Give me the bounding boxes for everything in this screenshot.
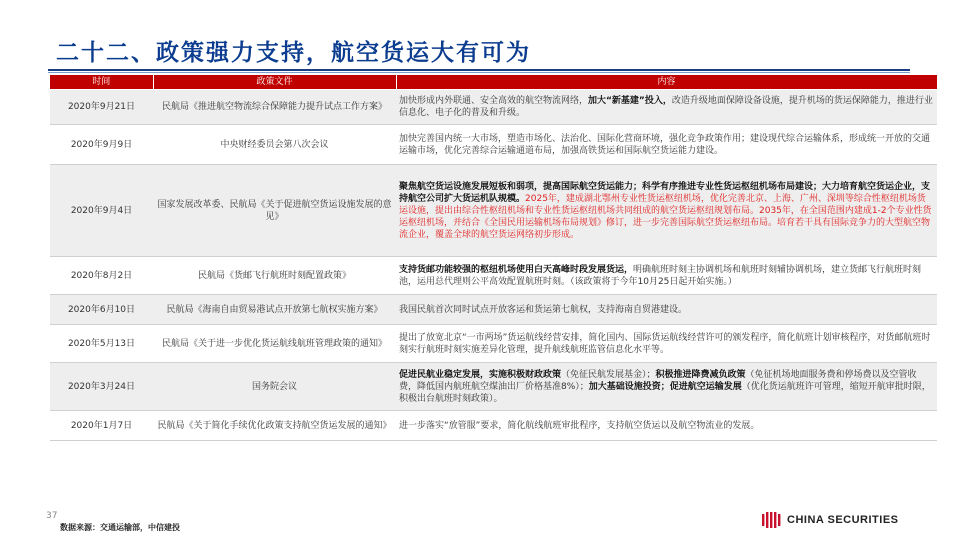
table-row (50, 295, 937, 325)
cell-date: 2020年3月24日 (50, 363, 153, 411)
content-segment: 2025年，建成湖北鄂州专业性货运枢纽机场，优化完善北京、上海、广州、深圳等综合性枢纽机场货运设施，提出由综合性枢纽机场和专业性货运枢纽机场共同组成的航空货运枢纽规划布局。2035年，在全国范围内建成1-2个专业性货运枢纽机场，并结合《全国民用运输机场布局规划》修订，进一步完善国际航空货运枢纽布局。培育若干具有国际竞争力的大型航空物流企业，覆盖全球的航空货运网络初步形成。 (399, 193, 932, 240)
cell-content (396, 295, 937, 325)
cell-content (396, 257, 937, 295)
table-row (50, 257, 937, 295)
header-doc: 政策文件 (153, 75, 396, 90)
title-divider (48, 69, 910, 71)
content-segment: 提出了放宽北京“一市两场”货运航线经营安排，简化国内、国际货运航线经营许可的颁发程序，简化航班计划审核程序，对货邮航班时刻实行航班时刻实施差异化管理，提升航线航班监管信息化水平等。 (399, 332, 931, 355)
page-title: 二十二、政策强力支持，航空货运大有可为 (56, 39, 531, 66)
china-securities-logo (762, 511, 899, 529)
cell-date: 2020年8月2日 (50, 257, 153, 295)
content-segment: 促进民航业稳定发展，实施积极财政政策 (399, 369, 562, 380)
cell-content (396, 325, 937, 363)
cell-policy-document: 民航局《海南自由贸易港试点开放第七航权实施方案》 (153, 295, 396, 325)
china-securities-logo-icon (762, 512, 782, 528)
cell-policy-document: 民航局《关于简化手续优化政策支持航空货运发展的通知》 (153, 411, 396, 441)
table-row (50, 363, 937, 411)
cell-date: 2020年1月7日 (50, 411, 153, 441)
header-content: 内容 (396, 75, 937, 90)
content-segment: 改造升级地面保障设备设施，提升机场的货运保障能力，推进行业信息化、电子化的普及和升级。 (399, 96, 933, 118)
content-segment: 加快形成内外联通、安全高效的航空物流网络， (399, 96, 589, 106)
content-segment: 聚焦航空货运设施发展短板和弱项，提高国际航空货运能力；科学有序推进专业性货运枢纽机场布局建设；大力培育航空货运企业，支持航空公司扩大货运机队规模。 (399, 181, 931, 204)
cell-policy-document: 民航局《推进航空物流综合保障能力提升试点工作方案》 (153, 90, 396, 125)
cell-date: 2020年9月21日 (50, 90, 153, 125)
table-row (50, 125, 937, 165)
page-number: 37 (46, 511, 58, 521)
content-segment: 支持货邮功能较强的枢纽机场使用白天高峰时段发展货运， (399, 264, 634, 275)
content-segment: 加大基础设施投资；促进航空运输发展 (588, 381, 742, 392)
cell-date: 2020年9月9日 (50, 125, 153, 165)
cell-policy-document: 国家发展改革委、民航局《关于促进航空货运设施发展的意见》 (153, 165, 396, 257)
content-segment: 我国民航首次同时试点开放客运和货运第七航权，支持海南自贸港建设。 (399, 304, 688, 315)
policy-table (50, 75, 938, 441)
cell-date: 2020年5月13日 (50, 325, 153, 363)
cell-policy-document: 民航局《货邮飞行航班时刻配置政策》 (153, 257, 396, 295)
content-segment: 加大“新基建”投入， (588, 96, 672, 106)
content-segment: 加快完善国内统一大市场，塑造市场化、法治化、国际化营商环境，强化竞争政策作用；建设现代综合运输体系，形成统一开放的交通运输市场，优化完善综合运输通道布局，加强高铁货运和国际航空货运能力建设。 (399, 133, 931, 156)
cell-policy-document: 中央财经委员会第八次会议 (153, 125, 396, 165)
cell-content (396, 411, 937, 441)
content-segment: 积极推进降费减负政策 (655, 369, 746, 380)
content-segment: 进一步落实“放管服”要求，简化航线航班审批程序，支持航空货运以及航空物流业的发展。 (399, 420, 760, 431)
content-segment: （免征民航发展基金）； (561, 369, 656, 380)
logo-text: CHINA SECURITIES (787, 514, 899, 526)
cell-content (396, 165, 937, 257)
content-segment: （优化货运航班许可管理，缩短开航审批时限，积极出台航班时刻政策）。 (399, 381, 931, 404)
data-source-note: 数据来源：交通运输部，中信建投 (60, 523, 180, 532)
table-header-row (50, 75, 937, 90)
table-row (50, 90, 937, 125)
cell-policy-document: 国务院会议 (153, 363, 396, 411)
content-segment: （免征机场地面服务费和停场费以及空管收费，降低国内航班航空煤油出厂价格基准8%）； (399, 369, 917, 392)
title-divider-thin (48, 72, 910, 73)
cell-content (396, 125, 937, 165)
cell-content (396, 363, 937, 411)
cell-policy-document: 民航局《关于进一步优化货运航线航班管理政策的通知》 (153, 325, 396, 363)
cell-content (396, 90, 937, 125)
table-row (50, 411, 937, 441)
table-row (50, 165, 937, 257)
header-date: 时间 (50, 75, 153, 90)
cell-date: 2020年9月4日 (50, 165, 153, 257)
content-segment: 明确航班时刻主协调机场和航班时刻辅协调机场，建立货邮飞行航班时刻池，运用总代理则公平高效配置航班时刻。（该政策将于今年10月25日起开始实施。） (399, 264, 922, 287)
cell-date: 2020年6月10日 (50, 295, 153, 325)
table-row (50, 325, 937, 363)
